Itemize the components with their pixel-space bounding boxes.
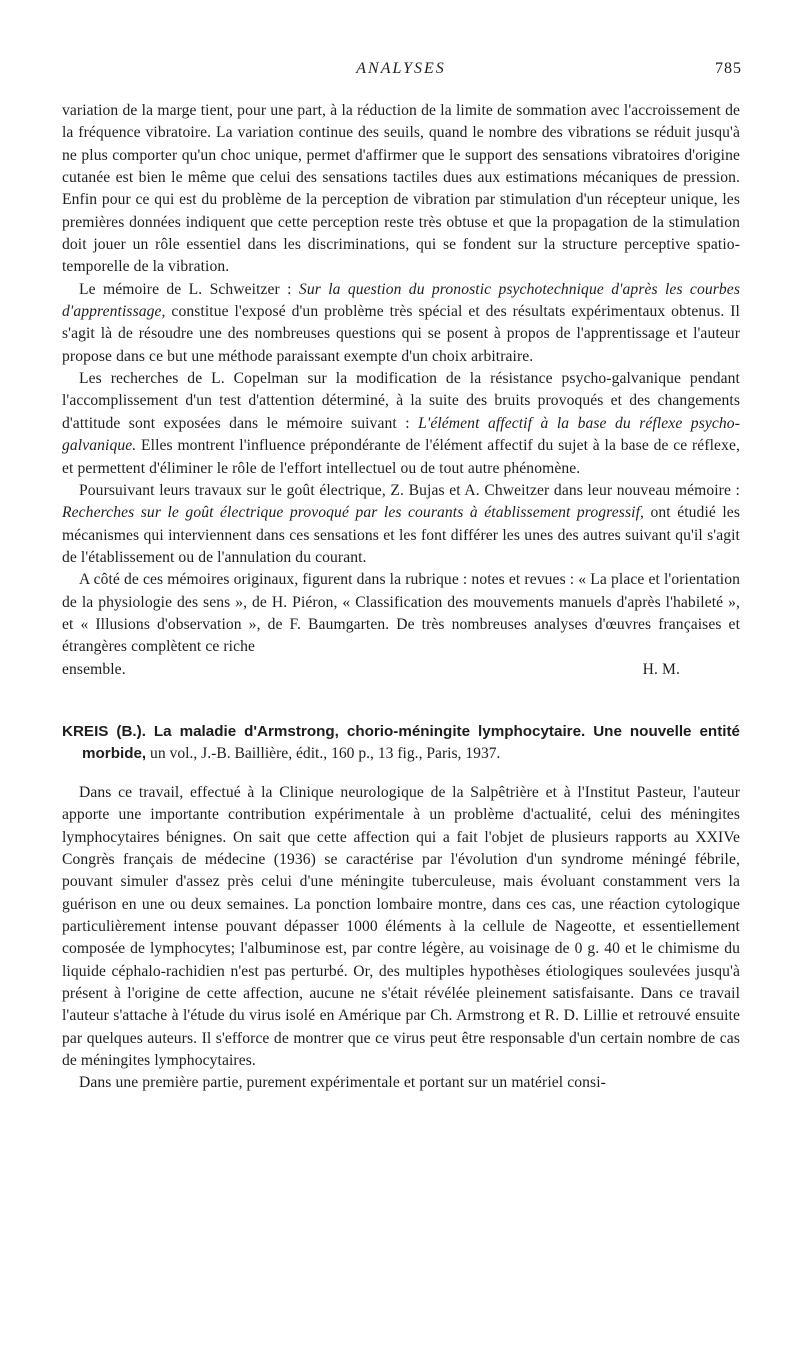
running-header: [62, 60, 740, 100]
running-title: ANALYSES: [356, 60, 446, 77]
paragraph: [62, 368, 740, 480]
paragraph: [62, 480, 740, 569]
paragraph: Dans ce travail, effectué à la Clinique neurologique de la Salpêtrière et à l'Institut Pasteur, l'auteur apporte une importante contribution expérimentale à un problème d'actualité, celui des méningites lymphocytaires bénignes. On sait que cette affection qui a fait l'objet de plusieurs rapports au XXIVe Congrès français de médecine (1936) se caractérise par l'évolution d'un syndrome méningé fébrile, pouvant simuler d'assez près celui d'une méningite tuberculeuse, mais évoluant constamment vers la guérison en une ou deux semaines. La ponction lombaire montre, dans ces cas, une réaction cytologique particulièrement intense pouvant dépasser 1000 éléments à la cellule de Nageotte, et essentiellement composée de lymphocytes; l'albuminose est, par contre légère, au voisinage de 0 g. 40 et le chimisme du liquide céphalo-rachidien n'est pas perturbé. Or, des multiples hypothèses étiologiques soulevées jusqu'à présent à l'origine de cette affection, aucune ne s'était révélée pleinement satisfaisante. Dans ce travail l'auteur s'attache à l'étude du virus isolé en Amérique par Ch. Armstrong et R. D. Lillie et retrouvé ensuite par quelques auteurs. Il s'efforce de montrer que ce virus peut être responsable d'un certain nombre de cas de méningites lymphocytaires.: [62, 783, 740, 1070]
paragraph-text: constitue l'exposé d'un problème très spécial et des résultats expérimentaux obtenus. Il s'agit là de résoudre une des nombreuses questions qui se posent à propos de l'apprentissage et l'auteur propose dans ce but une méthode paraissant exempte d'un choix arbitraire.: [62, 303, 740, 365]
paragraph: Dans une première partie, purement expérimentale et portant sur un matériel consi-: [79, 1074, 606, 1092]
paragraph: [62, 279, 740, 368]
paragraph-text: Le mémoire de L. Schweitzer :: [79, 280, 299, 298]
paragraph-text: Poursuivant leurs travaux sur le goût électrique, Z. Bujas et A. Chweitzer dans leur nouveau mémoire :: [79, 481, 740, 499]
cited-title: Recherches sur le goût électrique provoqué par les courants à établissement progressif,: [62, 504, 644, 522]
cited-title: Sur la question du pronostic psychotechnique d'après les courbes d'apprentissage,: [62, 280, 740, 321]
paragraph: A côté de ces mémoires originaux, figurent dans la rubrique : notes et revues : « La place et l'orientation de la physiologie des sens », de H. Piéron, « Classification des mouvements manuels d'après l'habileté », et « Illusions d'observation », de F. Baumgarten. De très nombreuses analyses d'œuvres françaises et étrangères complètent ce riche: [62, 571, 740, 656]
signature-line: [62, 659, 740, 681]
page-number: 785: [715, 60, 742, 77]
paragraph: variation de la marge tient, pour une part, à la réduction de la limite de sommation avec l'accroissement de la fréquence vibratoire. La variation continue des seuils, quand le nombre des vibrations se réduit jusqu'à ne plus comporter qu'un choc unique, permet d'affirmer que le support des sensations vibratoires d'origine cutanée est bien le même que celui des sensations tactiles dues aux estimations mécaniques de pression. Enfin pour ce qui est du problème de la perception de vibration par stimulation d'un récepteur unique, les premières données indiquent que cette perception reste très obtuse et que la propagation de la stimulation doit jouer un rôle essentiel dans les discriminations, qui se fondent sur la structure perceptive spatio-temporelle de la vibration.: [62, 102, 740, 276]
paragraph-text: Elles montrent l'influence prépondérante de l'élément affectif du sujet à la base de ce réflexe, et permettent d'éliminer le rôle de l'effort intellectuel ou de tout autre phénomène.: [62, 437, 740, 477]
review-body: [62, 782, 740, 1095]
cited-title: L'élément affectif à la base du réflexe psycho-galvanique.: [62, 414, 740, 455]
review-continuation: [62, 100, 740, 681]
publication-details: un vol., J.-B. Baillière, édit., 160 p., 13 fig., Paris, 1937.: [146, 745, 501, 763]
review-title: KREIS (B.). La maladie d'Armstrong, chorio-méningite lymphocytaire. Une nouvelle entité morbide,: [62, 722, 740, 763]
review-heading: [62, 721, 740, 766]
paragraph-text: ensemble.: [62, 660, 126, 678]
paragraph-text: ont étudié les mécanismes qui interviennent dans ces sensations et les font différer les unes des autres suivant qu'il s'agit de l'établissement ou de l'annulation du courant.: [62, 504, 740, 566]
document-page: [62, 0, 740, 1095]
signature: H. M.: [642, 660, 680, 678]
paragraph-text: Les recherches de L. Copelman sur la modification de la résistance psycho-galvanique pendant l'accomplissement d'un test d'attention déterminé, à la suite des bruits provoqués et des changements d'attitude sont exposées dans le mémoire suivant :: [62, 370, 740, 432]
